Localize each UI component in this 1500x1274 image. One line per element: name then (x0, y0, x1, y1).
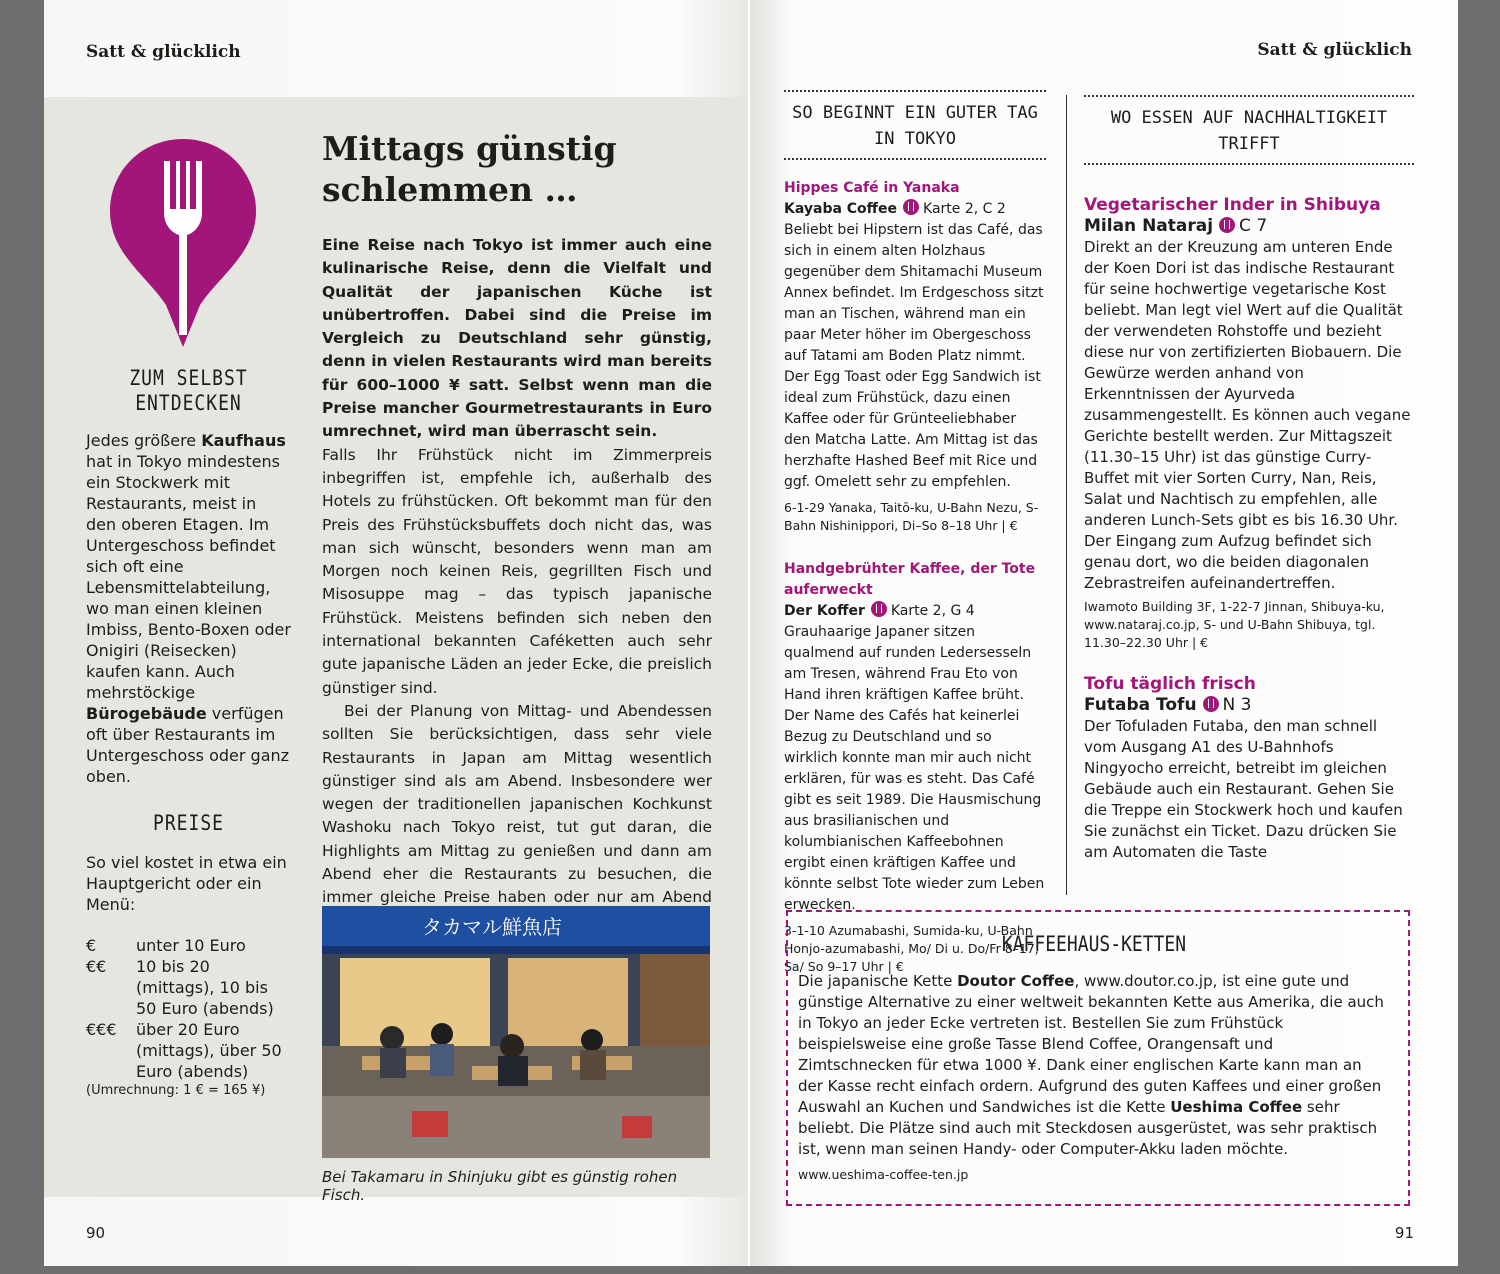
entry-name: Kayaba Coffee (784, 201, 898, 217)
map-marker-icon (903, 199, 919, 215)
left-page (44, 0, 748, 1266)
entry-title: Hippes Café in Yanaka (784, 180, 960, 196)
box-url: www.ueshima-coffee-ten.jp (798, 1167, 969, 1182)
photo-shop-sign: タカマル鮮魚店 (422, 915, 562, 939)
running-head-right: Satt & glücklich (1257, 40, 1412, 60)
entry-map-ref: C 7 (1239, 216, 1268, 236)
prices-heading: PREISE (152, 810, 225, 837)
prices-intro: So viel kostet in etwa ein Hauptgericht oder ein Menü: (86, 853, 287, 914)
box-text-part: sehr beliebt. Die Plätze sind auch mit Steckdosen ausgerüstet, was sehr praktisch ist, wenn man seinen Handy- oder Computer-Akku laden möchte. (798, 1098, 1378, 1158)
discover-text-part: verfügen oft über Restaurants im Untergeschoss oder ganz oben. (86, 704, 290, 786)
sidebar (86, 365, 291, 1100)
discover-text-part: hat in Tokyo mindestens ein Stockwerk mit Restaurants, meist in den oberen Etagen. Im Untergeschoss befindet sich oft eine Lebensmittelabteilung, wo man einen kleinen Imbiss, Bento-Boxen oder Onigiri (Reisecken) kaufen kann. Auch mehrstöckige (86, 452, 291, 702)
box-text-part: , www.doutor.co.jp, ist eine gute und günstige Alternative zu einer weltweit bekannten Kette aus Amerika, die auch in Tokyo an jeder Ecke vertreten ist. Bestellen Sie zum Frühstück beispielsweise eine große Tasse Blend Coffee, Orangensaft und Zimtschnecken für etwa 1000 ¥. Dank einer englischen Karte kann man an der Kasse recht einfach ordern. Aufgrund des guten Kaffees und einer großen Auswahl an Kuchen und Sandwiches ist die Kette (798, 972, 1384, 1116)
discover-bold-kaufhaus: Kaufhaus (201, 431, 286, 450)
price-row (86, 935, 291, 956)
entry-title: Tofu täglich frisch (1084, 674, 1256, 694)
entry-title: Handgebrühter Kaffee, der Tote auferweckt (784, 561, 1036, 598)
coffee-chains-box (786, 910, 1410, 1206)
photo-caption: Bei Takamaru in Shinjuku gibt es günstig rohen Fisch. (322, 1168, 678, 1204)
map-marker-icon (1203, 696, 1219, 712)
entry-title: Vegetarischer Inder in Shibuya (1084, 195, 1381, 215)
entry-kayaba (784, 178, 1046, 535)
column-divider (1066, 95, 1067, 895)
entry-map-ref: Karte 2, G 4 (890, 603, 975, 619)
discover-text-part: Jedes größere (86, 431, 202, 450)
entry-text: Direkt an der Kreuzung am unteren Ende der Koen Dori ist das indische Restaurant für seine hochwertige vegetarische Kost beliebt. Man legt viel Wert auf die Qualität der verwendeten Rohstoffe und bezieht diese nur von zertifizierten Biobauern. Die Gewürze werden anhand von Erkenntnissen der Ayurveda zusammengestellt. Es können auch vegane Gerichte bestellt werden. Zur Mittagszeit (11.30–15 Uhr) ist das günstige Curry-Buffet mit vier Sorten Curry, Nan, Reis, Salat und Nachtisch zu empfehlen, alle anderen Lunch-Sets gibt es bis 16.30 Uhr. Der Eingang zum Aufzug befindet sich genau dort, wo die beiden diagonalen Zebrastreifen aufeinandertreffen. (1084, 238, 1411, 592)
entry-futaba-tofu (1084, 674, 1414, 863)
price-row (86, 956, 291, 1019)
photo-takamaru (322, 906, 710, 1158)
discover-heading: ZUM SELBST ENTDECKEN (129, 365, 248, 417)
entry-name: Der Koffer (784, 603, 865, 619)
entry-address: Iwamoto Building 3F, 1-22-7 Jinnan, Shibuya-ku, www.nataraj.co.jp, S- und U-Bahn Shibuya, tgl. 11.30–22.30 Uhr | € (1084, 599, 1385, 650)
entry-text: Beliebt bei Hipstern ist das Café, das sich in einem alten Holzhaus gegenüber dem Shitamachi Museum Annex befindet. Im Erdgeschoss sitzt man an Tischen, während man ein paar Meter höher im Obergeschoss auf Tatami am Boden Platz nimmt. Der Egg Toast oder Egg Sandwich ist ideal zum Frühstück, dazu einen Kaffee oder für Grünteeliebhaber den Matcha Latte. Am Mittag ist das herzhafte Hashed Beef mit Rice und ggf. Omelett sehr zu empfehlen. (784, 222, 1044, 490)
page-number-right: 91 (1394, 1224, 1414, 1242)
box-text-part: Die japanische Kette (798, 972, 958, 990)
currency-conversion: (Umrechnung: 1 € = 165 ¥) (86, 1083, 266, 1098)
column-breakfast (784, 90, 1046, 976)
price-symbol: € (86, 936, 97, 955)
discover-bold-buerogebaeude: Bürogebäude (86, 704, 207, 723)
article-title: Mittags günstig schlemmen … (322, 129, 617, 209)
article-paragraph: Falls Ihr Frühstück nicht im Zimmerpreis inbegriffen ist, empfehle ich, außerhalb des Hotels zu frühstücken. Oft bekommt man für den Preis des Frühstücksbuffets doch nicht das, was man sich wünscht, besonders wenn man am Morgen noch keinen Reis, gegrillten Fisch und Misosuppe mag – das typisch japanische Frühstück. Meistens befinden sich neben den international bekannten Caféketten auch sehr gute japanische Läden an jeder Ecke, die preislich günstiger sind. (322, 445, 712, 697)
price-row (86, 1019, 291, 1082)
column-sustainable (1084, 95, 1414, 895)
entry-milan-nataraj (1084, 195, 1414, 652)
box-bold-ueshima: Ueshima Coffee (1170, 1098, 1303, 1116)
book-cover-edge-right (1458, 0, 1500, 1274)
price-text: über 20 Euro (mittags), über 50 Euro (abends) (136, 1020, 282, 1081)
entry-map-ref: N 3 (1222, 695, 1252, 715)
column-heading-sustainable: WO ESSEN AUF NACHHALTIGKEIT TRIFFT (1084, 95, 1414, 165)
price-text: 10 bis 20 (mittags), 10 bis 50 Euro (abends) (136, 957, 274, 1018)
article-body (322, 234, 712, 933)
box-heading: KAFFEEHAUS-KETTEN (1001, 931, 1187, 958)
fork-pin-icon (106, 135, 260, 350)
box-bold-doutor: Doutor Coffee (957, 972, 1075, 990)
map-marker-icon (1219, 217, 1235, 233)
page-number-left: 90 (86, 1224, 106, 1242)
entry-name: Futaba Tofu (1084, 695, 1197, 715)
photo-illustration (322, 906, 710, 1158)
entry-text: Der Tofuladen Futaba, den man schnell vom Ausgang A1 des U-Bahnhofs Ningyocho erreicht, betreibt im gleichen Gebäude auch ein Restaurant. Gehen Sie die Treppe ein Stockwerk hoch und kaufen Sie zunächst ein Ticket. Dazu drücken Sie am Automaten die Taste (1084, 717, 1403, 861)
discover-text (86, 430, 291, 787)
entry-map-ref: Karte 2, C 2 (923, 201, 1006, 217)
price-text: unter 10 Euro (136, 936, 246, 955)
map-marker-icon (871, 601, 887, 617)
article-lead: Eine Reise nach Tokyo ist immer auch eine kulinarische Reise, denn die Vielfalt und Qualität der japanischen Küche ist unübertroffen. Dabei sind die Preise im Vergleich zu Deutschland sehr günstig, denn in vielen Restaurants wird man bereits für 600–1000 ¥ satt. Selbst wenn man die Preise mancher Gourmetrestaurants in Euro umrechnet, wird man überrascht sein. (322, 236, 712, 441)
book-cover-edge-left (0, 0, 44, 1274)
box-text (798, 971, 1390, 1160)
entry-address: 3-1-10 Azumabashi, Sumida-ku, U-Bahn Honjo-azumabashi, Mo/ Di u. Do/Fr 8–17, Sa/ So 9–17 Uhr | € (784, 923, 1039, 974)
price-symbol: €€€ (86, 1020, 117, 1039)
article-paragraph: Bei der Planung von Mittag- und Abendessen sollten Sie berücksichtigen, dass sehr viele Restaurants in Japan am Mittag wesentlich günstiger sind als am Abend. Insbesondere wer wegen der traditionellen japanischen Kochkunst Washoku nach Tokyo reist, tut gut daran, die Highlights am Mittag zu genießen und dann am Abend eher die Restaurants zu besuchen, die immer gleiche Preise haben oder nur am Abend (322, 701, 712, 907)
entry-name: Milan Nataraj (1084, 216, 1214, 236)
book-cover-edge-bottom (0, 1266, 1500, 1274)
running-head-left: Satt & glücklich (86, 42, 241, 62)
price-symbol: €€ (86, 957, 107, 976)
right-page (750, 0, 1458, 1266)
entry-address: 6-1-29 Yanaka, Taitō-ku, U-Bahn Nezu, S-Bahn Nishinippori, Di–So 8–18 Uhr | € (784, 500, 1039, 533)
entry-text: Grauhaarige Japaner sitzen qualmend auf runden Ledersesseln am Tresen, während Frau Eto von Hand ihren kräftigen Kaffee brüht. Der Name des Cafés hat keinerlei Bezug zu Deutschland und so wirklich konnte man mir auch nicht erklären, für was es steht. Das Café gibt es seit 1989. Die Hausmischung aus brasilianischen und kolumbianischen Kaffeebohnen ergibt einen kräftigen Kaffee und könnte selbst Tote wieder zum Leben erwecken. (784, 624, 1045, 913)
column-heading-breakfast: SO BEGINNT EIN GUTER TAG IN TOKYO (784, 90, 1046, 160)
